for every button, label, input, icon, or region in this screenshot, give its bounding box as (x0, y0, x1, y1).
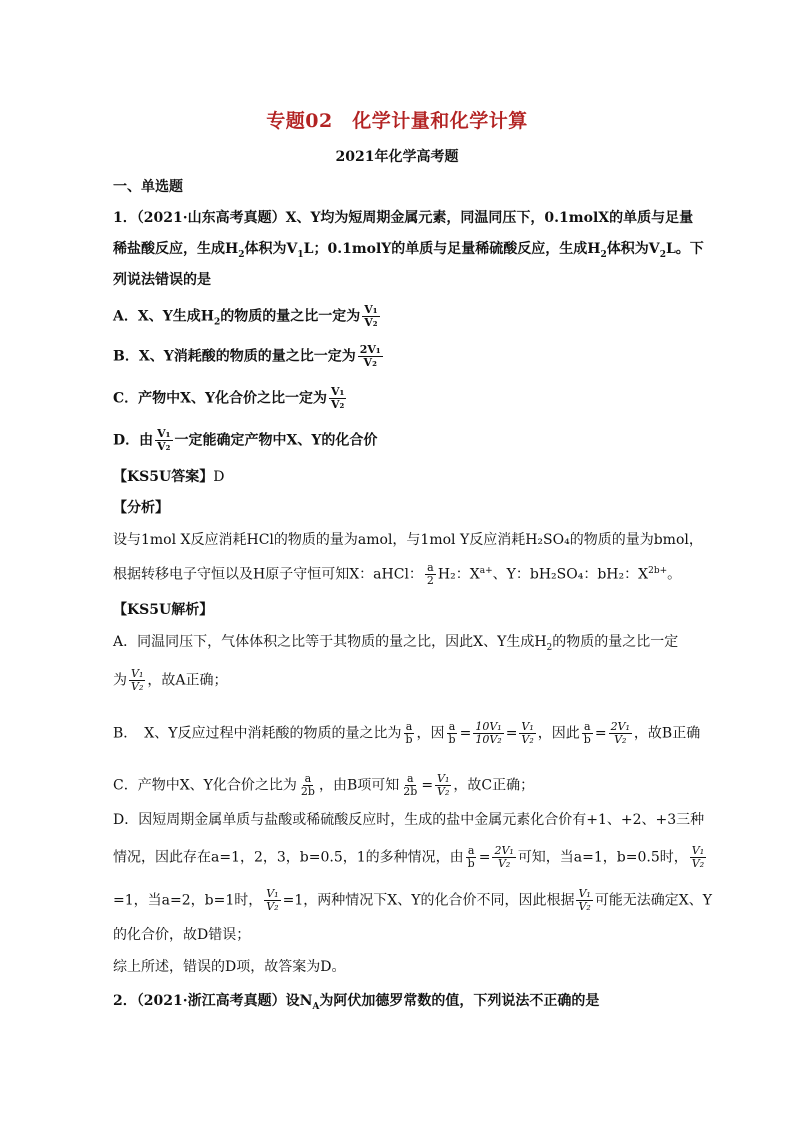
exp-b-line: B． X、Y反应过程中消耗酸的物质的量之比为 $\frac{a}{b}$ ，因 $\frac{a}{b}$ = $\frac{\text{10V₁}}{\text{10V₂}}$ = $\frac{\text{V₁}}{\text{V₂}}$ ，因此 $\frac{a}{b}$ = $\frac{\text{2V₁}}{\text{V₂}}$ ，故B正确 (113, 720, 701, 746)
fraction: $\frac{a}{b}$ (448, 720, 456, 746)
fraction: $\frac{\text{V₁}}{\text{V₂}}$ (437, 772, 450, 798)
q2-stem: 2．（2021·浙江高考真题）设$N_A$为阿伏加德罗常数的值，下列说法不正确的是 (113, 993, 600, 1012)
page-subtitle: 2021年化学高考题 (335, 149, 459, 165)
exp-c-line: C．产物中X、Y化合价之比为 $\frac{a}{2b}$ ，由B项可知 $\frac{a}{2b}$ = $\frac{\text{V₁}}{\text{V₂}}$ ，故C正确； (113, 772, 535, 798)
fraction: $\frac{\text{V₁}}{\text{V₂}}$ (131, 667, 144, 693)
fraction: $\frac{\text{2V₁}}{\text{V₂}}$ (359, 343, 381, 369)
summary-line: 综上所述，错误的D项，故答案为D。 (113, 959, 346, 975)
fraction: $\frac{a}{b}$ (405, 720, 413, 746)
analysis-line1: 设与1mol X反应消耗HCl的物质的量为amol，与1mol Y反应消耗H₂SO₄的物质的量为bmol， (113, 532, 703, 548)
fraction: $\frac{\text{V₁}}{\text{V₂}}$ (266, 887, 279, 913)
fraction: $\frac{\text{V₁}}{\text{V₂}}$ (157, 427, 171, 453)
q1-stem-line2: 稀盐酸反应，生成$H_2$体积为$V_1L$；0.1molY的单质与足量稀硫酸反应，生成$H_2$体积为$V_2L$。下 (113, 241, 704, 260)
fraction: $\frac{a}{b}$ (583, 720, 591, 746)
section-heading: 一、单选题 (113, 179, 183, 195)
q1-stem-line3: 列说法错误的是 (113, 272, 211, 288)
analysis-line2: 根据转移电子守恒以及H原子守恒可知X：aHCl： $\frac{a}{2}$ H₂：$X^{a+}$、Y：bH₂SO₄：bH₂：$X^{2b+}$。 (113, 561, 682, 588)
fraction: $\frac{a}{2}$ (426, 561, 434, 588)
fraction: $\frac{\text{2V₁}}{\text{V₂}}$ (610, 720, 630, 746)
fraction: $\frac{\text{2V₁}}{\text{V₂}}$ (494, 844, 514, 870)
answer-line: 【KS5U答案】D (113, 469, 225, 485)
exp-a-line2: 为 $\frac{\text{V₁}}{\text{V₂}}$ ，故A正确； (113, 667, 228, 693)
fraction: $\frac{\text{10V₁}}{\text{10V₂}}$ (475, 720, 502, 746)
fraction: $\frac{\text{V₁}}{\text{V₂}}$ (364, 303, 378, 329)
fraction: $\frac{\text{V₁}}{\text{V₂}}$ (521, 720, 534, 746)
exp-a-line1: A．同温同压下，气体体积之比等于其物质的量之比，因此X、Y生成$H_2$的物质的量之比一定 (113, 634, 679, 653)
page-title: 专题02 化学计量和化学计算 (266, 110, 528, 132)
fraction: $\frac{a}{b}$ (467, 844, 475, 870)
option-b: B．X、Y消耗酸的物质的量之比一定为 $\frac{\text{2V₁}}{\text{V₂}}$ (113, 343, 381, 369)
explain-heading: 【KS5U解析】 (113, 602, 214, 618)
q1-stem-line1: 1．（2021·山东高考真题）X、Y均为短周期金属元素，同温同压下，0.1molX的单质与足量 (113, 210, 694, 226)
option-c: C．产物中X、Y化合价之比一定为 $\frac{\text{V₁}}{\text{V₂}}$ (113, 385, 345, 411)
exp-d-line1: D．因短周期金属单质与盐酸或稀硫酸反应时，生成的盐中金属元素化合价有+1、+2、+3三种 (113, 812, 705, 828)
exp-d-line3: =1，当a=2，b=1时， $\frac{\text{V₁}}{\text{V₂}}$ =1，两种情况下X、Y的化合价不同，因此根据 $\frac{\text{V₁}}{\text{V₂}}$ 可能无法确定X、Y (113, 887, 713, 913)
fraction: $\frac{\text{V₁}}{\text{V₂}}$ (691, 844, 705, 870)
analysis-heading: 【分析】 (113, 500, 169, 516)
fraction: $\frac{a}{2b}$ (300, 772, 315, 798)
option-a: A．X、Y生成$H_2$的物质的量之比一定为 $\frac{\text{V₁}}{\text{V₂}}$ (113, 303, 378, 329)
option-d: D．由 $\frac{\text{V₁}}{\text{V₂}}$ 一定能确定产物中X、Y的化合价 (113, 427, 378, 453)
fraction: $\frac{\text{V₁}}{\text{V₂}}$ (331, 385, 345, 411)
exp-d-line2: 情况，因此存在a=1，2，3，b=0.5，1的多种情况，由 $\frac{a}{b}$ = $\frac{\text{2V₁}}{\text{V₂}}$ 可知，当a=1，b=0.5时， $\frac{\text{V₁}}{\text{V₂}}$ (113, 844, 705, 870)
fraction: $\frac{a}{2b}$ (403, 772, 418, 798)
fraction: $\frac{\text{V₁}}{\text{V₂}}$ (578, 887, 591, 913)
exp-d-line4: 的化合价，故D错误； (113, 927, 251, 943)
